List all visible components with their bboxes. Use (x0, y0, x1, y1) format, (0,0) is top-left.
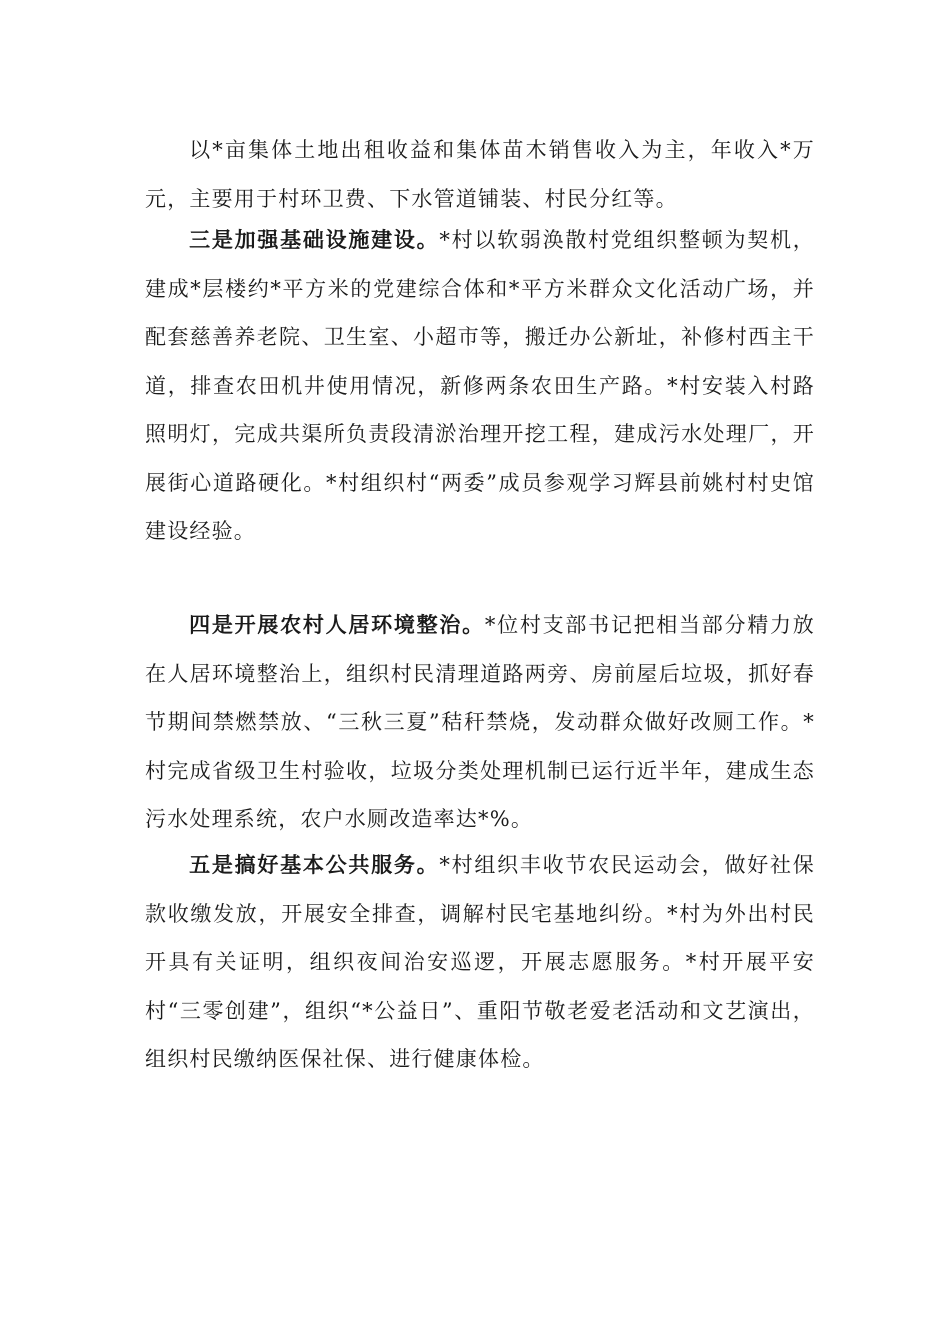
paragraph-text: *村以软弱涣散村党组织整顿为契机，建成*层楼约*平方米的党建综合体和*平方米群众文化活动广场，并配套慈善养老院、卫生室、小超市等，搬迁办公新址，补修村西主干道，排查农田机井使用情况，新修两条农田生产路。*村安装入村路照明灯，完成共渠所负责段清淤治理开挖工程，建成污水处理厂，开展街心道路硬化。*村组织村“两委”成员参观学习辉县前姚村村史馆建设经验。 (145, 228, 815, 543)
paragraph-text: 以*亩集体土地出租收益和集体苗木销售收入为主，年收入*万元，主要用于村环卫费、下水管道铺装、村民分红等。 (145, 138, 815, 211)
paragraph-heading: 四是开展农村人居环境整治。 (189, 613, 485, 637)
paragraph-public-service (145, 841, 815, 1084)
paragraph-environment (145, 601, 815, 844)
paragraph-text: *村组织丰收节农民运动会，做好社保款收缴发放，开展安全排查，调解村民宅基地纠纷。*村为外出村民开具有关证明，组织夜间治安巡逻，开展志愿服务。*村开展平安村“三零创建”，组织“*公益日”、重阳节敬老爱老活动和文艺演出，组织村民缴纳医保社保、进行健康体检。 (145, 853, 815, 1071)
paragraph-infrastructure (145, 216, 815, 556)
paragraph-heading: 三是加强基础设施建设。 (189, 228, 440, 252)
paragraph-income (145, 126, 815, 223)
paragraph-heading: 五是搞好基本公共服务。 (189, 853, 440, 877)
paragraph-text: *位村支部书记把相当部分精力放在人居环境整治上，组织村民清理道路两旁、房前屋后垃圾，抓好春节期间禁燃禁放、“三秋三夏”秸秆禁烧，发动群众做好改厕工作。*村完成省级卫生村验收，垃圾分类处理机制已运行近半年，建成生态污水处理系统，农户水厕改造率达*%。 (145, 613, 815, 831)
